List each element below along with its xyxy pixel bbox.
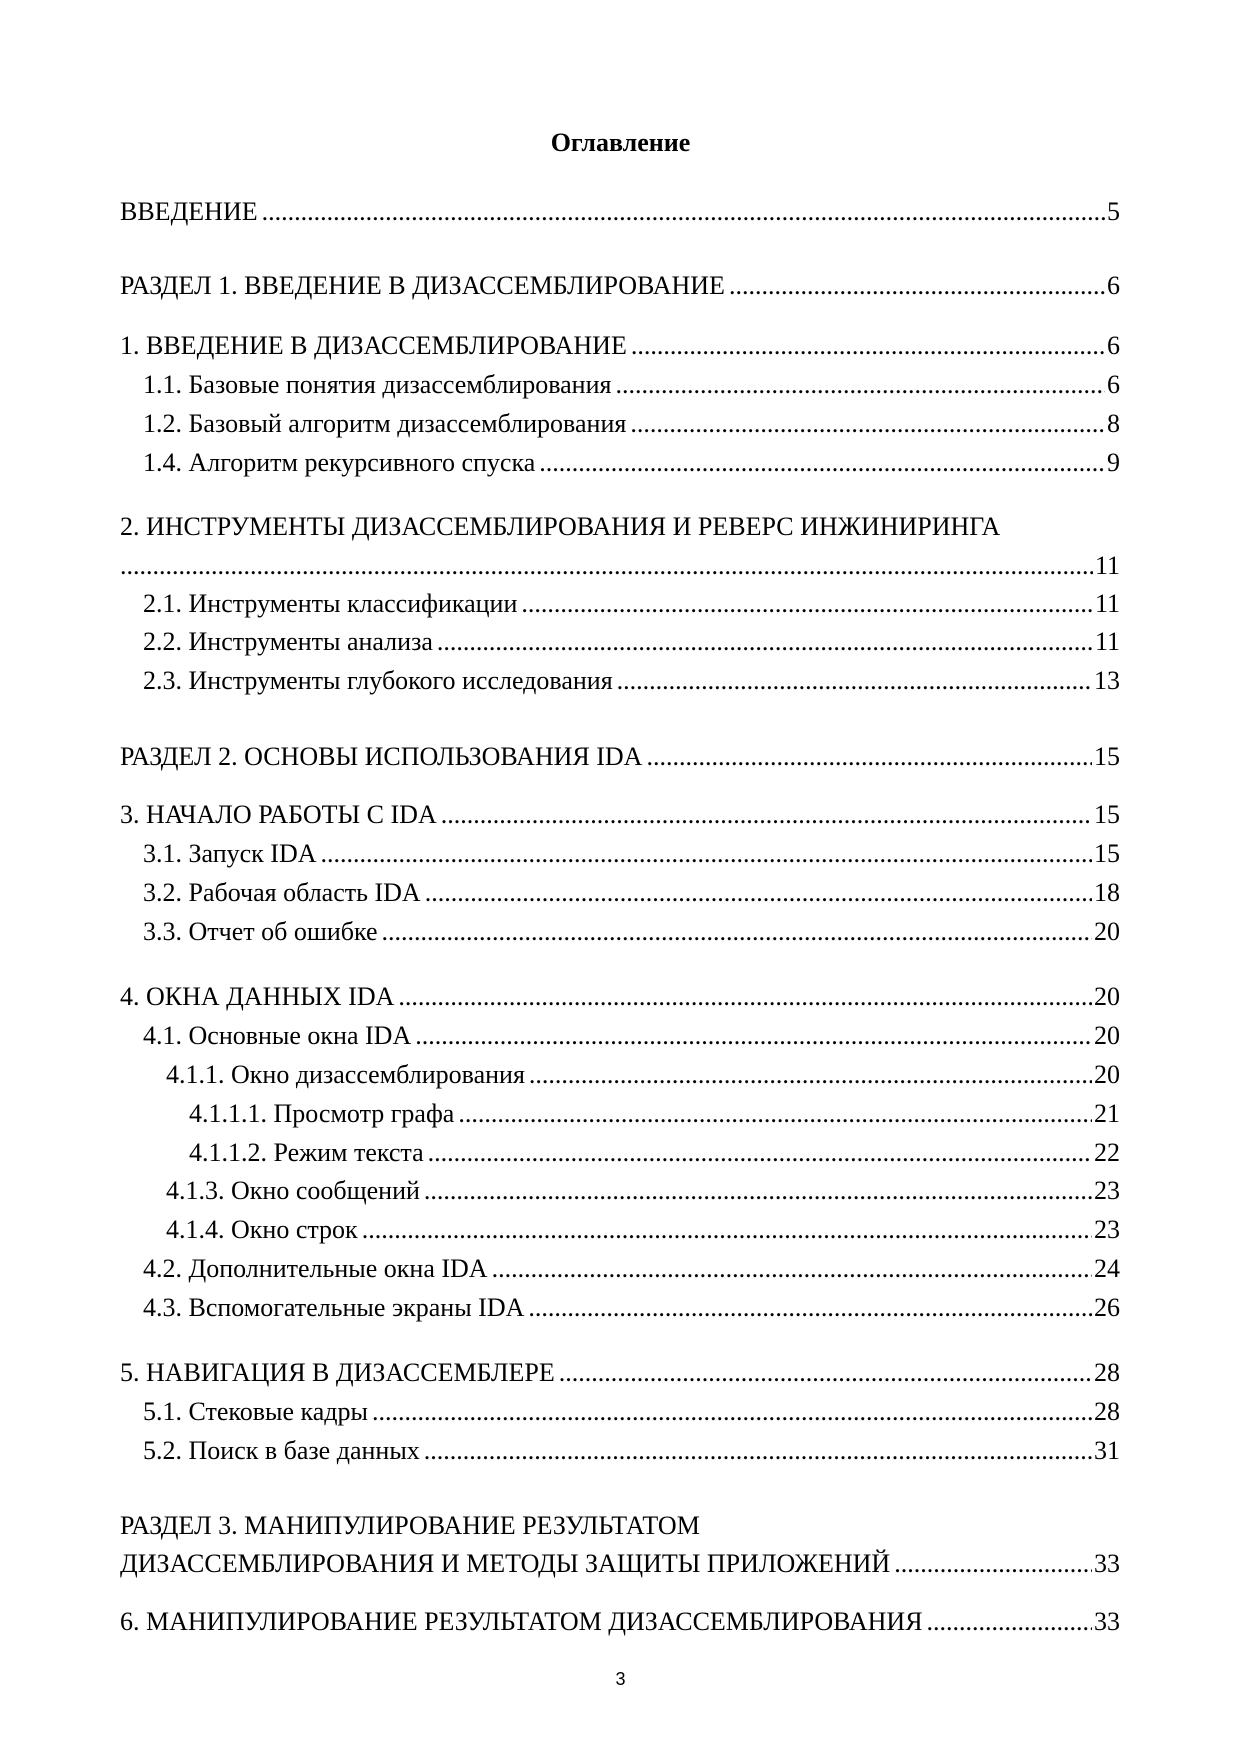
toc-entry-chapter-2-label[interactable]: 2. ИНСТРУМЕНТЫ ДИЗАССЕМБЛИРОВАНИЯ И РЕВЕРС ИНЖИНИРИНГА bbox=[120, 512, 1001, 541]
dot-leader bbox=[631, 330, 1105, 362]
dot-leader bbox=[630, 408, 1105, 440]
toc-entry-label: 4. ОКНА ДАННЫХ IDA bbox=[120, 982, 395, 1011]
toc-entry-5-1[interactable] bbox=[143, 1396, 1120, 1428]
toc-entry-label: 4.1.3. Окно сообщений bbox=[166, 1176, 420, 1205]
dot-leader bbox=[372, 1396, 1092, 1428]
toc-entry-1-1[interactable] bbox=[143, 369, 1120, 401]
toc-entry-label: РАЗДЕЛ 1. ВВЕДЕНИЕ В ДИЗАССЕМБЛИРОВАНИЕ bbox=[120, 271, 725, 300]
toc-entry-page: 21 bbox=[1094, 1099, 1120, 1128]
toc-entry-4-1-4[interactable] bbox=[166, 1214, 1120, 1246]
toc-entry-label: 2.3. Инструменты глубокого исследования bbox=[143, 666, 613, 695]
dot-leader bbox=[424, 1175, 1092, 1207]
toc-entry-1-2[interactable] bbox=[143, 408, 1120, 440]
toc-entry-4-1-1-1[interactable] bbox=[189, 1098, 1120, 1130]
toc-entry-page: 15 bbox=[1094, 839, 1120, 868]
dot-leader bbox=[458, 1098, 1092, 1130]
toc-entry-label: 4.1. Основные окна IDA bbox=[143, 1021, 412, 1050]
toc-entry-page: 20 bbox=[1094, 982, 1120, 1011]
toc-entry-2-1[interactable] bbox=[143, 588, 1120, 620]
dot-leader bbox=[415, 1020, 1092, 1052]
toc-entry-label: 1.4. Алгоритм рекурсивного спуска bbox=[143, 448, 536, 477]
toc-entry-label: 6. МАНИПУЛИРОВАНИЕ РЕЗУЛЬТАТОМ ДИЗАССЕМБЛИРОВАНИЯ bbox=[120, 1607, 923, 1636]
toc-entry-page: 33 bbox=[1094, 1549, 1120, 1578]
toc-entry-4-1-3[interactable] bbox=[166, 1175, 1120, 1207]
dot-leader bbox=[729, 270, 1105, 302]
toc-entry-page: 11 bbox=[1094, 589, 1120, 618]
toc-entry-2-2[interactable] bbox=[143, 626, 1120, 658]
dot-leader bbox=[437, 626, 1093, 658]
toc-entry-page: 24 bbox=[1094, 1254, 1120, 1283]
toc-entry-label: 4.1.1.2. Режим текста bbox=[189, 1138, 424, 1167]
toc-entry-label: 5.1. Стековые кадры bbox=[143, 1397, 368, 1426]
toc-entry-page: 15 bbox=[1094, 742, 1120, 771]
toc-entry-introduction[interactable] bbox=[120, 196, 1120, 228]
toc-entry-4-1-1[interactable] bbox=[166, 1059, 1120, 1091]
toc-entry-chapter-4[interactable] bbox=[120, 981, 1120, 1013]
toc-entry-section-3[interactable] bbox=[120, 1548, 1120, 1580]
toc-entry-4-3[interactable] bbox=[143, 1292, 1120, 1324]
toc-entry-label: 1.1. Базовые понятия дизассемблирования bbox=[143, 370, 612, 399]
dot-leader bbox=[894, 1548, 1092, 1580]
toc-entry-label: 1. ВВЕДЕНИЕ В ДИЗАССЕМБЛИРОВАНИЕ bbox=[120, 331, 627, 360]
dot-leader bbox=[441, 799, 1092, 831]
dot-leader bbox=[539, 447, 1105, 479]
dot-leader bbox=[425, 877, 1092, 909]
dot-leader bbox=[428, 1137, 1092, 1169]
toc-entry-label: 5. НАВИГАЦИЯ В ДИЗАССЕМБЛЕРЕ bbox=[120, 1358, 555, 1387]
toc-entry-label: 4.2. Дополнительные окна IDA bbox=[143, 1254, 488, 1283]
toc-entry-label: 3. НАЧАЛО РАБОТЫ С IDA bbox=[120, 800, 437, 829]
toc-entry-page: 11 bbox=[1094, 627, 1120, 656]
toc-entry-label: ВВЕДЕНИЕ bbox=[120, 197, 258, 226]
dot-leader bbox=[617, 665, 1092, 697]
dot-leader bbox=[120, 550, 1093, 582]
toc-entry-page: 11 bbox=[1094, 551, 1120, 580]
dot-leader bbox=[424, 1435, 1092, 1467]
toc-entry-label: 2.1. Инструменты классификации bbox=[143, 589, 518, 618]
toc-entry-page: 18 bbox=[1094, 878, 1120, 907]
toc-entry-section-1[interactable] bbox=[120, 270, 1120, 302]
page-number: 3 bbox=[615, 1669, 626, 1689]
toc-entry-label: 5.2. Поиск в базе данных bbox=[143, 1436, 420, 1465]
toc-entry-label: РАЗДЕЛ 2. ОСНОВЫ ИСПОЛЬЗОВАНИЯ IDA bbox=[120, 742, 643, 771]
toc-entry-label: 4.1.4. Окно строк bbox=[166, 1215, 358, 1244]
toc-entry-label: 3.2. Рабочая область IDA bbox=[143, 878, 421, 907]
toc-entry-label: 2.2. Инструменты анализа bbox=[143, 627, 433, 656]
toc-entry-page: 5 bbox=[1107, 197, 1120, 226]
toc-entry-label: 1.2. Базовый алгоритм дизассемблирования bbox=[143, 409, 627, 438]
toc-entry-page: 20 bbox=[1094, 917, 1120, 946]
toc-entry-page: 6 bbox=[1107, 271, 1120, 300]
toc-entry-4-2[interactable] bbox=[143, 1253, 1120, 1285]
toc-entry-page: 13 bbox=[1094, 666, 1120, 695]
toc-entry-page: 20 bbox=[1094, 1060, 1120, 1089]
toc-entry-4-1-1-2[interactable] bbox=[189, 1137, 1120, 1169]
dot-leader bbox=[262, 196, 1105, 228]
dot-leader bbox=[521, 588, 1093, 620]
toc-entry-section-2[interactable] bbox=[120, 741, 1120, 773]
toc-entry-chapter-5[interactable] bbox=[120, 1357, 1120, 1389]
dot-leader bbox=[382, 916, 1092, 948]
toc-entry-label: 4.3. Вспомогательные экраны IDA bbox=[143, 1293, 525, 1322]
toc-entry-label: 4.1.1. Окно дизассемблирования bbox=[166, 1060, 525, 1089]
toc-title: Оглавление bbox=[550, 128, 691, 157]
toc-entry-3-2[interactable] bbox=[143, 877, 1120, 909]
toc-entry-4-1[interactable] bbox=[143, 1020, 1120, 1052]
toc-entry-page: 31 bbox=[1094, 1436, 1120, 1465]
toc-entry-page: 23 bbox=[1094, 1215, 1120, 1244]
dot-leader bbox=[398, 981, 1092, 1013]
toc-entry-chapter-2[interactable] bbox=[120, 550, 1120, 582]
toc-entry-chapter-1[interactable] bbox=[120, 330, 1120, 362]
dot-leader bbox=[321, 838, 1092, 870]
toc-entry-label: ДИЗАССЕМБЛИРОВАНИЯ И МЕТОДЫ ЗАЩИТЫ ПРИЛОЖЕНИЙ bbox=[120, 1549, 891, 1578]
dot-leader bbox=[927, 1606, 1092, 1638]
dot-leader bbox=[528, 1292, 1092, 1324]
dot-leader bbox=[559, 1357, 1092, 1389]
toc-entry-page: 6 bbox=[1107, 331, 1120, 360]
toc-entry-page: 23 bbox=[1094, 1176, 1120, 1205]
toc-entry-page: 22 bbox=[1094, 1138, 1120, 1167]
toc-entry-chapter-3[interactable] bbox=[120, 799, 1120, 831]
toc-entry-1-4[interactable] bbox=[143, 447, 1120, 479]
toc-entry-label: 3.1. Запуск IDA bbox=[143, 839, 317, 868]
dot-leader bbox=[492, 1253, 1092, 1285]
toc-entry-page: 26 bbox=[1094, 1293, 1120, 1322]
dot-leader bbox=[529, 1059, 1092, 1091]
toc-entry-page: 20 bbox=[1094, 1021, 1120, 1050]
toc-entry-page: 6 bbox=[1107, 370, 1120, 399]
toc-entry-3-3[interactable] bbox=[143, 916, 1120, 948]
toc-entry-page: 8 bbox=[1107, 409, 1120, 438]
dot-leader bbox=[646, 741, 1092, 773]
toc-entry-page: 15 bbox=[1094, 800, 1120, 829]
dot-leader bbox=[362, 1214, 1092, 1246]
toc-entry-page: 33 bbox=[1094, 1607, 1120, 1636]
toc-entry-section-3-label-line-1[interactable]: РАЗДЕЛ 3. МАНИПУЛИРОВАНИЕ РЕЗУЛЬТАТОМ bbox=[120, 1511, 700, 1540]
toc-entry-page: 28 bbox=[1094, 1358, 1120, 1387]
toc-entry-page: 9 bbox=[1107, 448, 1120, 477]
toc-entry-2-3[interactable] bbox=[143, 665, 1120, 697]
toc-entry-label: 4.1.1.1. Просмотр графа bbox=[189, 1099, 455, 1128]
toc-entry-5-2[interactable] bbox=[143, 1435, 1120, 1467]
dot-leader bbox=[615, 369, 1105, 401]
toc-entry-label: 3.3. Отчет об ошибке bbox=[143, 917, 378, 946]
toc-entry-page: 28 bbox=[1094, 1397, 1120, 1426]
toc-entry-3-1[interactable] bbox=[143, 838, 1120, 870]
toc-entry-chapter-6[interactable] bbox=[120, 1606, 1120, 1638]
